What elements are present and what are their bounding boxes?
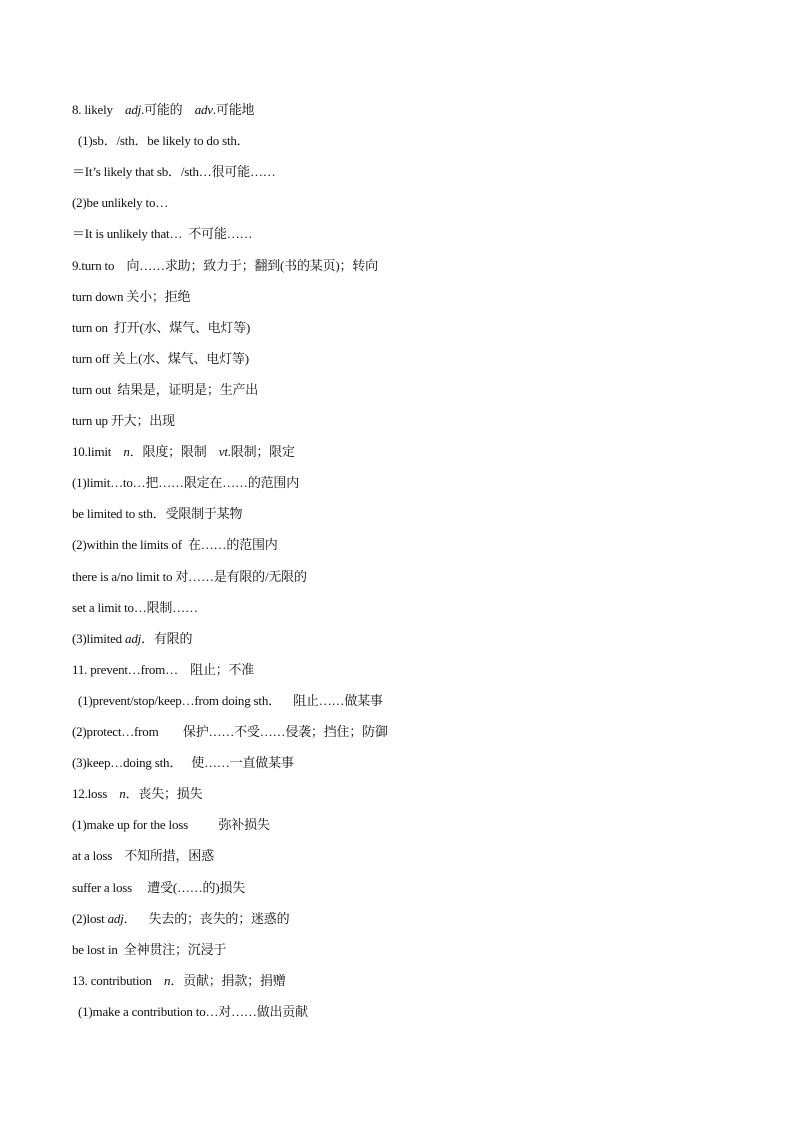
document-line [72, 880, 245, 896]
document-line [72, 195, 168, 211]
line-text: ．丧失；损失 [125, 786, 203, 802]
document-line [72, 320, 250, 336]
part-of-speech: vt [218, 444, 228, 460]
line-text: there is a/no limit to 对……是有限的/无限的 [72, 568, 307, 584]
line-text: turn out 结果是，证明是；生产出 [72, 381, 259, 397]
line-text: (2)within the limits of 在……的范围内 [72, 537, 278, 553]
document-line [72, 258, 378, 274]
line-text: .可能的 [141, 102, 195, 117]
line-text: (2)lost [72, 910, 108, 926]
document-line [72, 786, 202, 802]
line-text: (1)sb．/sth．be likely to do sth． [78, 133, 250, 149]
document-line [72, 942, 226, 958]
document-line [72, 226, 252, 242]
document-line [72, 413, 175, 429]
document-line [72, 755, 294, 771]
document-line [72, 289, 190, 305]
line-text: .可能地 [212, 102, 255, 117]
line-text: (1)limit…to…把……限定在……的范围内 [72, 475, 300, 491]
line-text: turn up 开大；出现 [72, 413, 175, 428]
part-of-speech: n [164, 972, 171, 988]
part-of-speech: n [119, 786, 126, 802]
document-line [78, 1004, 308, 1020]
line-text: 11. prevent…from… 阻止；不准 [72, 661, 255, 677]
document-line [72, 911, 289, 927]
line-text: suffer a loss 遭受(……的)损失 [72, 879, 246, 895]
part-of-speech: adj [125, 102, 142, 117]
document-line [72, 537, 278, 553]
document-line [78, 133, 249, 149]
document-line [72, 102, 254, 118]
part-of-speech: adj [125, 630, 142, 646]
document-line [72, 475, 299, 491]
line-text: (1)prevent/stop/keep…from doing sth． 阻止……做某事 [78, 692, 383, 708]
line-text: (2)be unlikely to… [72, 195, 169, 211]
line-text: ．贡献；捐款；捐赠 [170, 972, 286, 988]
line-text: 8. likely [72, 102, 126, 117]
part-of-speech: adj [107, 910, 124, 926]
line-text: turn on 打开(水、煤气、电灯等) [72, 319, 251, 335]
line-text: (1)make a contribution to…对……做出贡献 [78, 1003, 308, 1019]
line-text: ＝It’s likely that sb．/sth…很可能…… [72, 164, 276, 180]
document-line [72, 444, 295, 460]
line-text: turn off 关上(水、煤气、电灯等) [72, 350, 249, 366]
document-line [72, 973, 286, 989]
document-line [72, 351, 249, 367]
document-line [72, 382, 258, 398]
line-text: at a loss 不知所措，困惑 [72, 848, 214, 864]
line-text: ＝It is unlikely that… 不可能…… [72, 226, 253, 242]
part-of-speech: n [123, 444, 130, 460]
line-text: (2)protect…from 保护……不受……侵袭；挡住；防御 [72, 724, 388, 739]
line-text: 12.loss [72, 786, 120, 802]
document-line [72, 569, 307, 585]
document-line [72, 631, 192, 647]
document-line [72, 506, 242, 522]
document-line [72, 662, 254, 678]
document-line [72, 817, 270, 833]
document-line [72, 600, 198, 616]
line-text: ．限度；限制 [129, 444, 219, 460]
document-line [72, 724, 388, 740]
document-line [72, 164, 276, 180]
line-text: set a limit to…限制…… [72, 599, 198, 615]
line-text: 13. contribution [72, 972, 165, 988]
line-text: (3)limited [72, 630, 126, 646]
line-text: turn down 关小；拒绝 [72, 288, 191, 304]
part-of-speech: adv [194, 102, 213, 117]
line-text: ． 失去的；丧失的；迷惑的 [123, 910, 290, 926]
line-text: (1)make up for the loss 弥补损失 [72, 817, 270, 833]
line-text: 9.turn to 向……求助；致力于；翻到(书的某页)；转向 [72, 257, 378, 273]
document-line [72, 848, 214, 864]
document-line [78, 693, 383, 709]
line-text: .限制；限定 [227, 444, 295, 460]
line-text: be limited to sth．受限制于某物 [72, 506, 243, 522]
line-text: (3)keep…doing sth． 使……一直做某事 [72, 755, 294, 771]
line-text: be lost in 全神贯注；沉浸于 [72, 941, 227, 957]
line-text: 10.limit [72, 444, 124, 460]
line-text: ．有限的 [141, 630, 193, 646]
